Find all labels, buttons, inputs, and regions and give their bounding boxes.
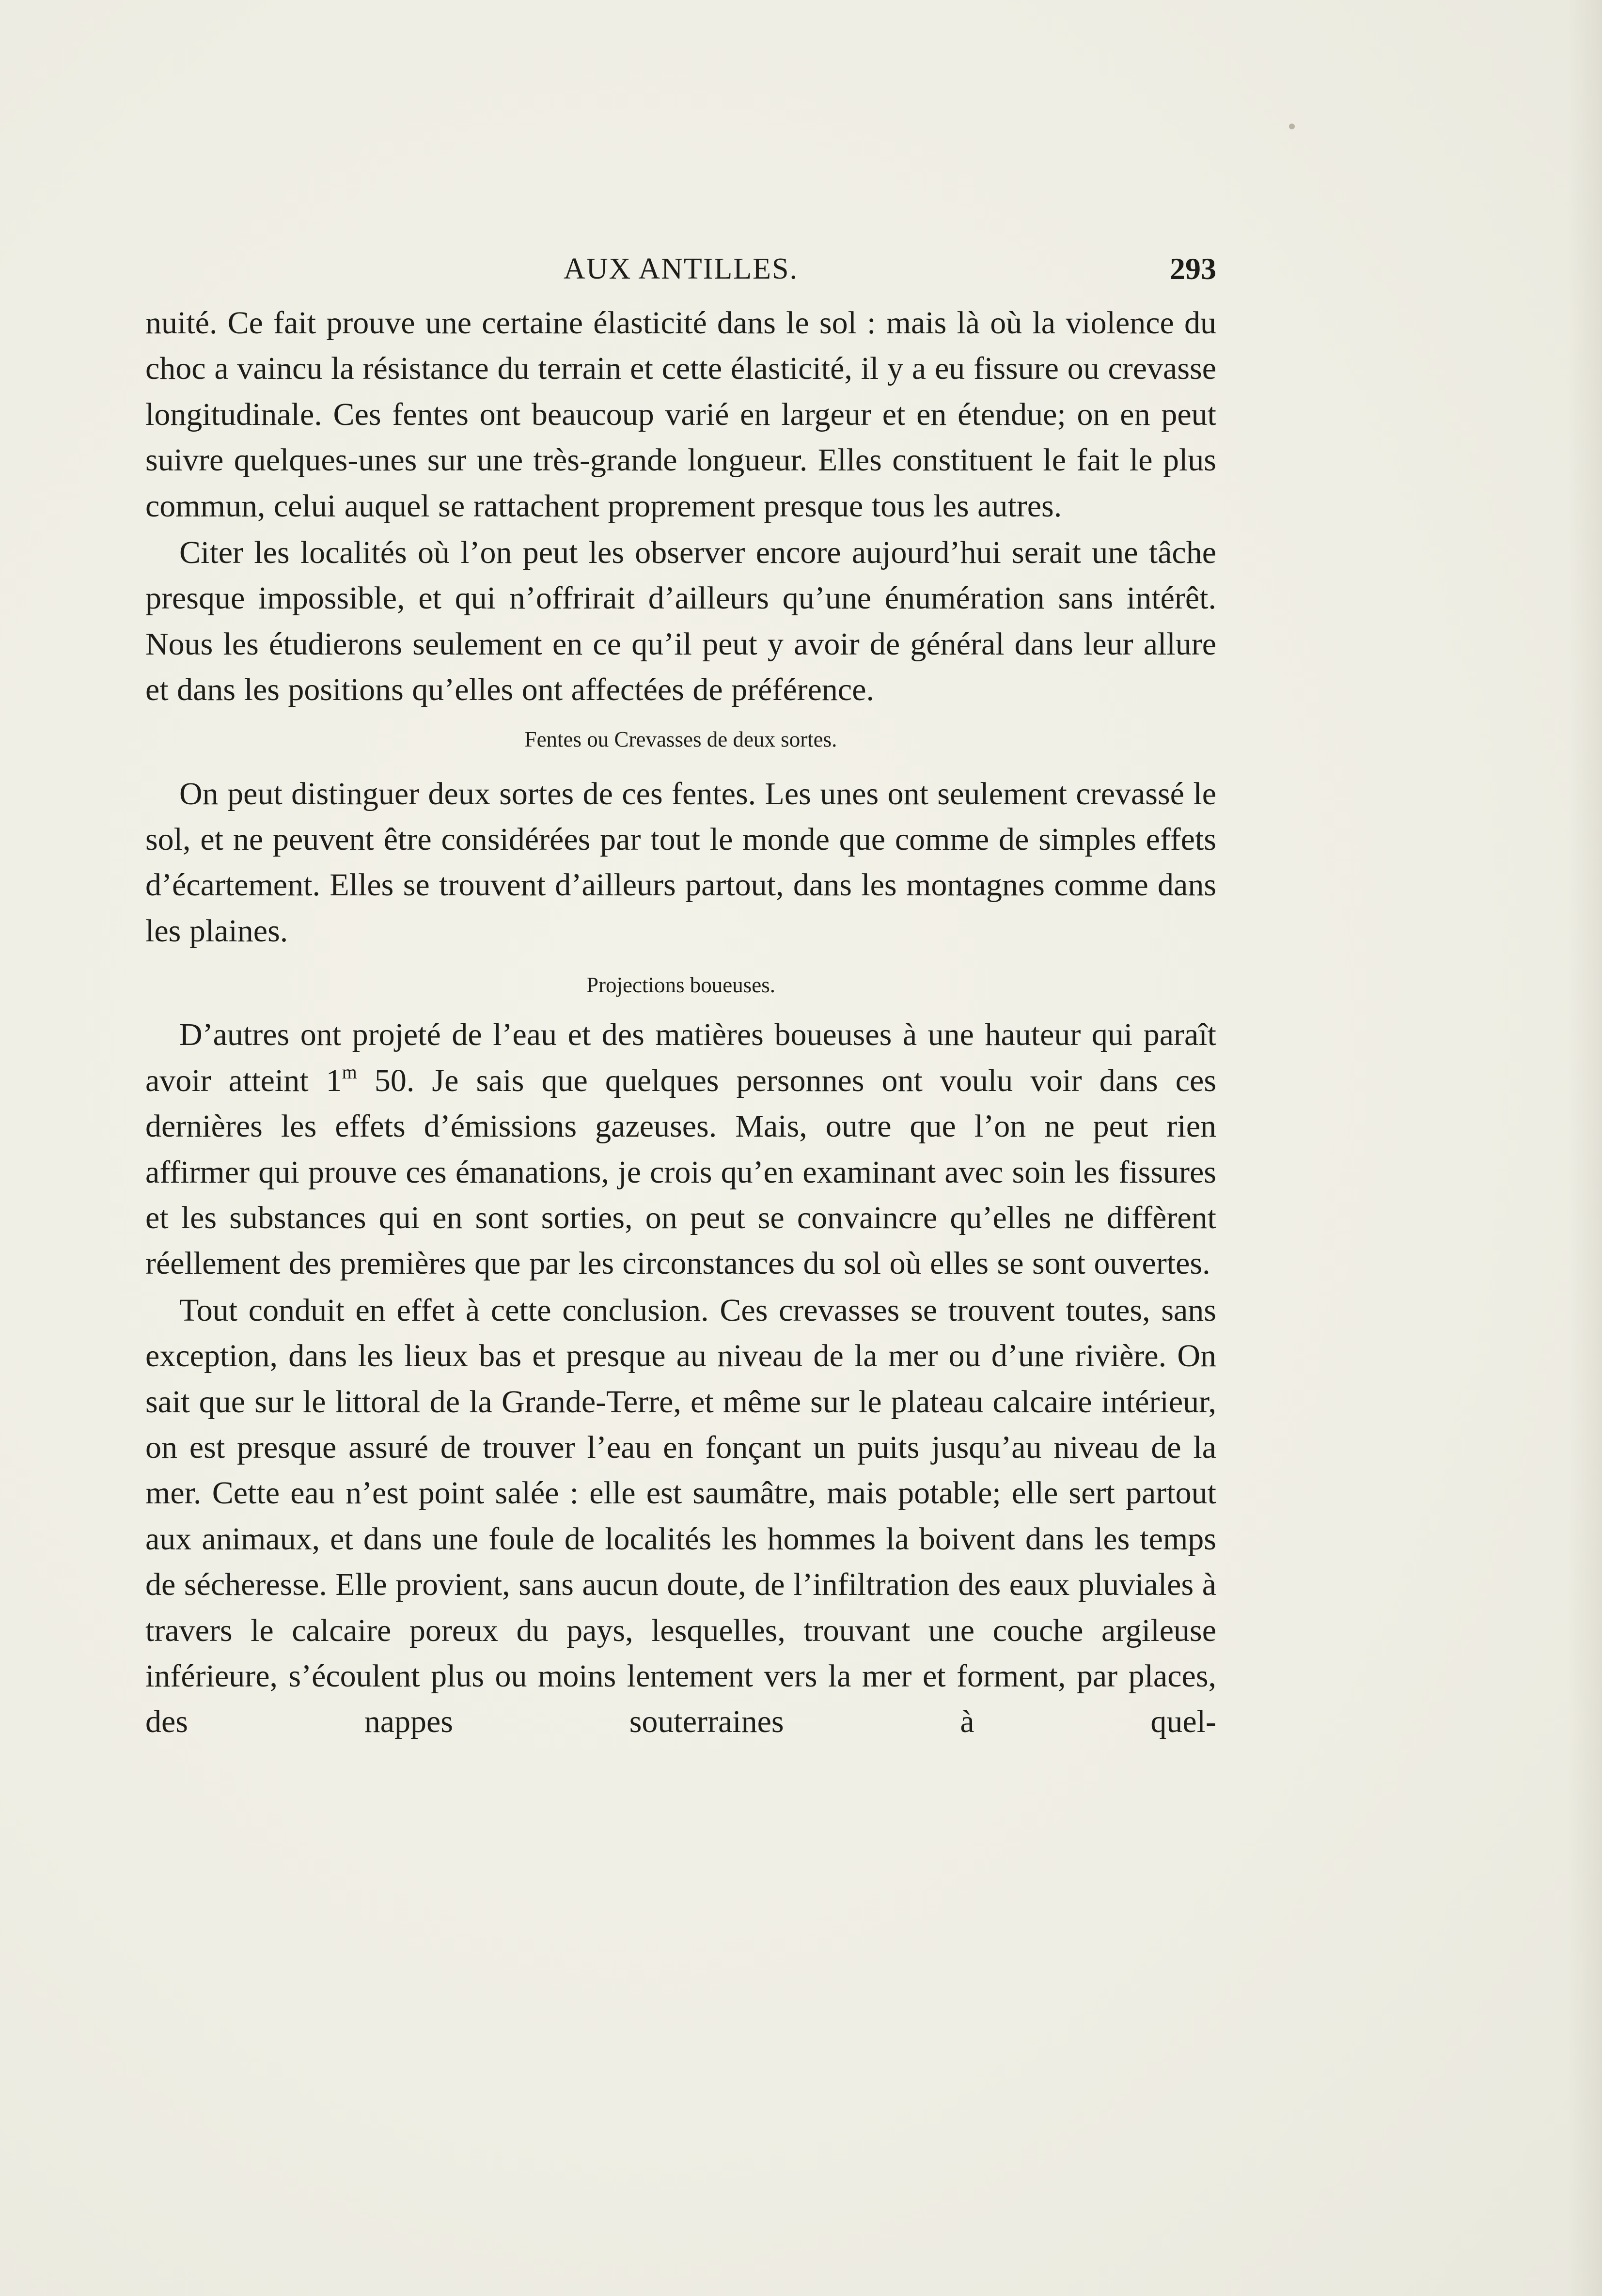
paragraph-mud-text-before: D’autres ont projeté de l’eau et des matières boueuses à une hauteur qui paraît avoir atteint 1	[145, 1017, 1216, 1098]
paragraph-two-kinds: On peut distinguer deux sortes de ces fentes. Les unes ont seulement crevassé le sol, et ne peuvent être considérées par tout le monde que comme de simples effets d’écartement. Elles se trouvent d’ailleurs partout, dans les montagnes comme dans les plaines.	[145, 776, 1216, 949]
body-text	[145, 300, 1216, 1745]
paragraph-mud-projections	[145, 1012, 1216, 1286]
paper-spot	[1289, 124, 1295, 129]
page-edge-shadow	[1568, 0, 1602, 2296]
subheading-mud-projections: Projections boueuses.	[586, 973, 775, 998]
page-header	[145, 247, 1216, 291]
running-head: AUX ANTILLES.	[563, 252, 799, 285]
paragraph-localities: Citer les localités où l’on peut les observer encore aujourd’hui serait une tâche presque impossible, et qui n’offrirait d’ailleurs qu’une énumération sans intérêt. Nous les étudierons seulement en ce qu’il peut y avoir de général dans leur allure et dans les positions qu’elles ont affectées de préférence.	[145, 535, 1216, 708]
paragraph-mud-text-after: 50. Je sais que quelques personnes ont voulu voir dans ces dernières les effets d’émissions gazeuses. Mais, outre que l’on ne peut rien affirmer qui prouve ces émanations, je crois qu’en examinant avec soin les fissures et les substances qui en sont sorties, on peut se convaincre qu’elles ne diffèrent réellement des premières que par les circonstances du sol où elles se sont ouvertes.	[145, 1062, 1217, 1281]
paragraph-continuation: nuité. Ce fait prouve une certaine élasticité dans le sol : mais là où la violence du choc a vaincu la résistance du terrain et cette élasticité, il y a eu fissure ou crevasse longitudinale. Ces fentes ont beaucoup varié en largeur et en étendue; on en peut suivre quelques-unes sur une très-grande longueur. Elles constituent le fait le plus commun, celui auquel se rattachent proprement presque tous les autres.	[145, 305, 1216, 524]
subheading-two-kinds-of-fissures: Fentes ou Crevasses de deux sortes.	[524, 727, 837, 751]
paragraph-conclusion: Tout conduit en effet à cette conclusion. Ces crevasses se trouvent toutes, sans exception, dans les lieux bas et presque au niveau de la mer ou d’une rivière. On sait que sur le littoral de la Grande-Terre, et même sur le plateau calcaire intérieur, on est presque assuré de trouver l’eau en fonçant un puits jusqu’au niveau de la mer. Cette eau n’est point salée : elle est saumâtre, mais potable; elle sert partout aux animaux, et dans une foule de localités les hommes la boivent dans les temps de sécheresse. Elle provient, sans aucun doute, de l’infiltration des eaux pluviales à travers le calcaire poreux du pays, lesquelles, trouvant une couche argileuse inférieure, s’écoulent plus ou moins lentement vers la mer et forment, par places, des nappes souterraines à quel-	[145, 1292, 1216, 1740]
meter-superscript: m	[342, 1061, 357, 1083]
page-number: 293	[1170, 251, 1216, 286]
